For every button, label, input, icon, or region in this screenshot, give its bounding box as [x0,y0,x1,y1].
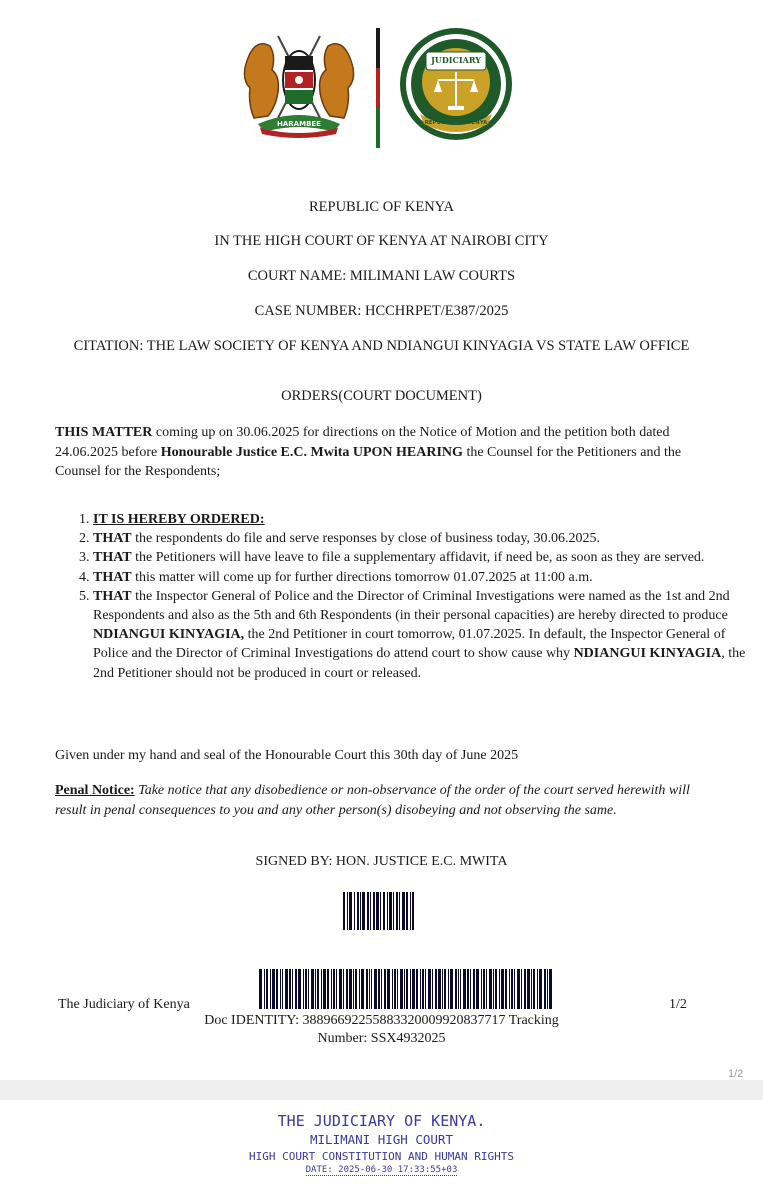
intro-lead: THIS MATTER [55,425,153,440]
order-item [93,510,758,529]
footer-page-number: 1/2 [669,997,687,1012]
seal-top-text: JUDICIARY [431,55,481,65]
order-text: , the 2nd Petitioner should not be produced in court or released. [93,646,746,681]
intro-judge: Honourable Justice E.C. Mwita UPON HEARING [160,444,463,460]
small-barcode [343,892,423,930]
order-heading: IT IS HEREBY ORDERED: [93,512,265,527]
stamp-court: MILIMANI HIGH COURT [310,1132,453,1147]
order-text: the 2nd Petitioner in court tomorrow, 01.07.2025. In default, the Inspector General of Police and the Director of Criminal Investigations do attend court to show cause why [93,627,726,662]
doc-identity: Doc IDENTITY: 38896692255883320009920837717 Tracking [204,1013,559,1028]
order-item [93,587,758,683]
case-number: CASE NUMBER: HCCHRPET/E387/2025 [254,303,509,319]
motto-text: HARAMBEE [277,120,321,128]
signed-by: SIGNED BY: HON. JUSTICE E.C. MWITA [255,854,508,869]
republic-heading: REPUBLIC OF KENYA [308,199,454,215]
order-text: the respondents do file and serve responses by close of business today, 30.06.2025. [131,531,601,547]
petitioner-name: NDIANGUI KINYAGIA, [93,627,245,643]
order-that: THAT [93,588,132,604]
document-type: ORDERS(COURT DOCUMENT) [281,388,482,404]
main-barcode [259,969,607,1009]
order-item [93,568,758,587]
order-that: THAT [93,531,132,547]
stamp-division: HIGH COURT CONSTITUTION AND HUMAN RIGHTS [249,1150,514,1163]
order-text: this matter will come up for further directions tomorrow 01.07.2025 at 11:00 a.m. [131,569,593,585]
citation: CITATION: THE LAW SOCIETY OF KENYA AND NDIANGUI KINYAGIA VS STATE LAW OFFICE [73,338,690,354]
stamp-date [0,1165,763,1175]
order-item [93,548,758,567]
orders-list [55,510,758,683]
coat-of-arms-logo [238,28,360,140]
stamp-date-text: DATE: 2025-06-30 17:33:55+03 [305,1165,458,1175]
given-statement: Given under my hand and seal of the Honourable Court this 30th day of June 2025 [55,748,519,763]
petitioner-name: NDIANGUI KINYAGIA [573,646,722,662]
penal-notice [55,781,715,820]
stamp-title: THE JUDICIARY OF KENYA. [277,1112,486,1130]
penal-label: Penal Notice: [55,783,135,798]
tracking-number: Number: SSX4932025 [317,1031,446,1046]
order-text: the Petitioners will have leave to file a supplementary affidavit, if need be, as soon as they are served. [131,550,705,566]
intro-text-1: coming up on 30.06.2025 for directions on the Notice of Motion and the petition both dated 24.06.2025 before [55,425,670,460]
page-separator [0,1080,763,1100]
court-name: COURT NAME: MILIMANI LAW COURTS [247,268,516,284]
order-that: THAT [93,550,132,566]
judiciary-seal-logo [398,26,514,142]
footer-judiciary: The Judiciary of Kenya [58,997,190,1012]
order-that: THAT [93,569,132,585]
seal-bottom-text: REPUBLIC OF KENYA [424,120,488,126]
intro-text-2: the Counsel for the Petitioners and the Counsel for the Respondents; [55,444,682,479]
penal-text: Take notice that any disobedience or non-observance of the order of the court served herewith will result in penal consequences to you and any other person(s) disobeying and not observing the same. [55,783,690,818]
order-text: the Inspector General of Police and the Director of Criminal Investigations were named as the 1st and 2nd Respondents and also as the 5th and 6th Respondents (in their personal capacities) are hereby directed to produce [93,588,730,624]
order-item [93,529,758,548]
flag-divider [376,28,380,148]
intro-paragraph [55,423,715,482]
viewer-page-indicator: 1/2 [728,1068,744,1080]
court-heading: IN THE HIGH COURT OF KENYA AT NAIROBI CITY [214,233,549,249]
